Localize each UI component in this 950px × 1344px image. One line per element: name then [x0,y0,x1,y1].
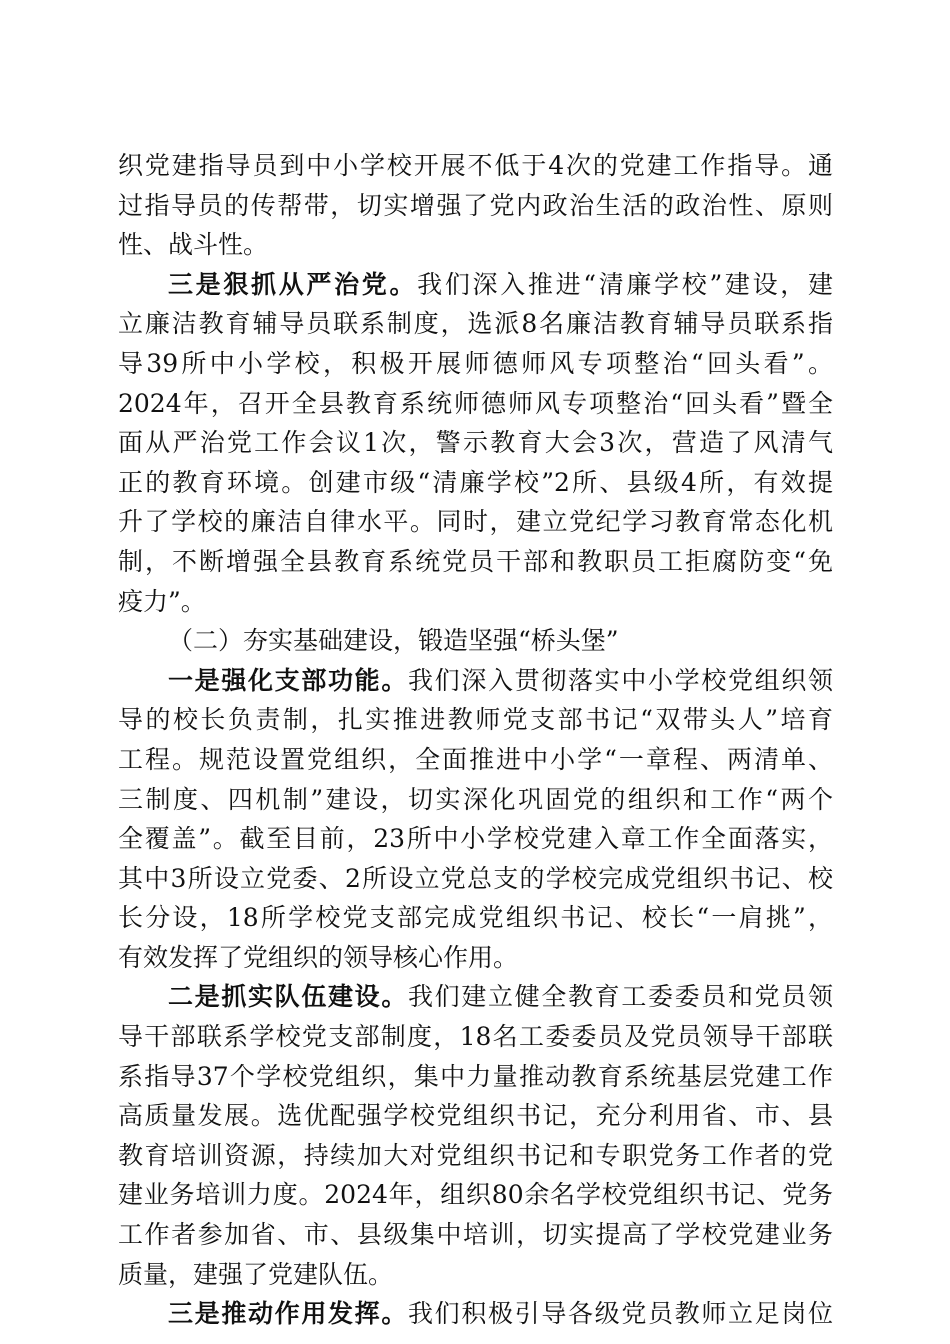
paragraph-strict-governance [118,265,833,621]
paragraph-lead: 三是狠抓从严治党。 [168,269,418,299]
paragraph-party-guidance [118,146,833,265]
text-line: 其中3所设立党委、2所设立党总支的学校完成党组织书记、校 [118,863,833,893]
text-run: 我们积极引导各级党员教师立足岗位 [408,1299,833,1329]
text-line: 建业务培训力度。2024年，组织80余名学校党组织书记、党务 [118,1180,833,1210]
text-line: 升了学校的廉洁自律水平。同时，建立党纪学习教育常态化机 [118,507,833,537]
paragraph-branch-function [118,661,833,978]
text-line: 长分设，18所学校党支部完成党组织书记、校长“一肩挑”， [118,903,833,933]
text-line: 有效发挥了党组织的领导核心作用。 [118,942,519,972]
text-line: 导干部联系学校党支部制度，18名工委委员及党员领导干部联 [118,1022,833,1052]
text-line: 制，不断增强全县教育系统党员干部和教职员工拒腐防变“免 [118,546,833,576]
text-line: 工作者参加省、市、县级集中培训，切实提高了学校党建业务 [118,1220,833,1250]
section-heading: （二）夯实基础建设，锻造坚强“桥头堡” [168,626,619,656]
text-line [118,661,833,701]
text-line: 高质量发展。选优配强学校党组织书记，充分利用省、市、县 [118,1101,833,1131]
text-line: 全覆盖”。截至目前，23所中小学校党建入章工作全面落实， [118,824,833,854]
text-line: 教育培训资源，持续加大对党组织书记和专职党务工作者的党 [118,1140,833,1170]
text-line: 导39所中小学校，积极开展师德师风专项整治“回头看”。 [118,348,833,378]
text-line [118,265,833,305]
text-run: 我们深入贯彻落实中小学校党组织领 [408,665,833,695]
text-line: 导的校长负责制，扎实推进教师党支部书记“双带头人”培育 [118,705,833,735]
text-run: 我们建立健全教育工委委员和党员领 [408,982,833,1012]
paragraph-lead: 二是抓实队伍建设。 [168,982,408,1012]
text-line: 性、战斗性。 [118,230,269,260]
text-line: 工程。规范设置党组织，全面推进中小学“一章程、两清单、 [118,744,833,774]
text-line: 面从严治党工作会议1次，警示教育大会3次，营造了风清气 [118,428,833,458]
text-line: 正的教育环境。创建市级“清廉学校”2所、县级4所，有效提 [118,467,833,497]
paragraph-role-play [118,1294,833,1334]
paragraph-lead: 一是强化支部功能。 [168,665,408,695]
text-line [118,1294,833,1334]
text-line: 过指导员的传帮带，切实增强了党内政治生活的政治性、原则 [118,190,833,220]
document-body [118,146,833,1334]
text-line: 2024年，召开全县教育系统师德师风专项整治“回头看”暨全 [118,388,833,418]
text-run: 我们深入推进“清廉学校”建设，建 [417,269,833,299]
text-line [118,977,833,1017]
text-line: 三制度、四机制”建设，切实深化巩固党的组织和工作“两个 [118,784,833,814]
text-line: 织党建指导员到中小学校开展不低于4次的党建工作指导。通 [118,151,833,180]
paragraph-lead: 三是推动作用发挥。 [168,1299,408,1329]
text-line: 质量，建强了党建队伍。 [118,1259,394,1289]
text-line: 系指导37个学校党组织，集中力量推动教育系统基层党建工作 [118,1061,833,1091]
paragraph-team-building [118,977,833,1294]
text-line: 疫力”。 [118,586,206,616]
text-line: 立廉洁教育辅导员联系制度，选派8名廉洁教育辅导员联系指 [118,309,833,339]
